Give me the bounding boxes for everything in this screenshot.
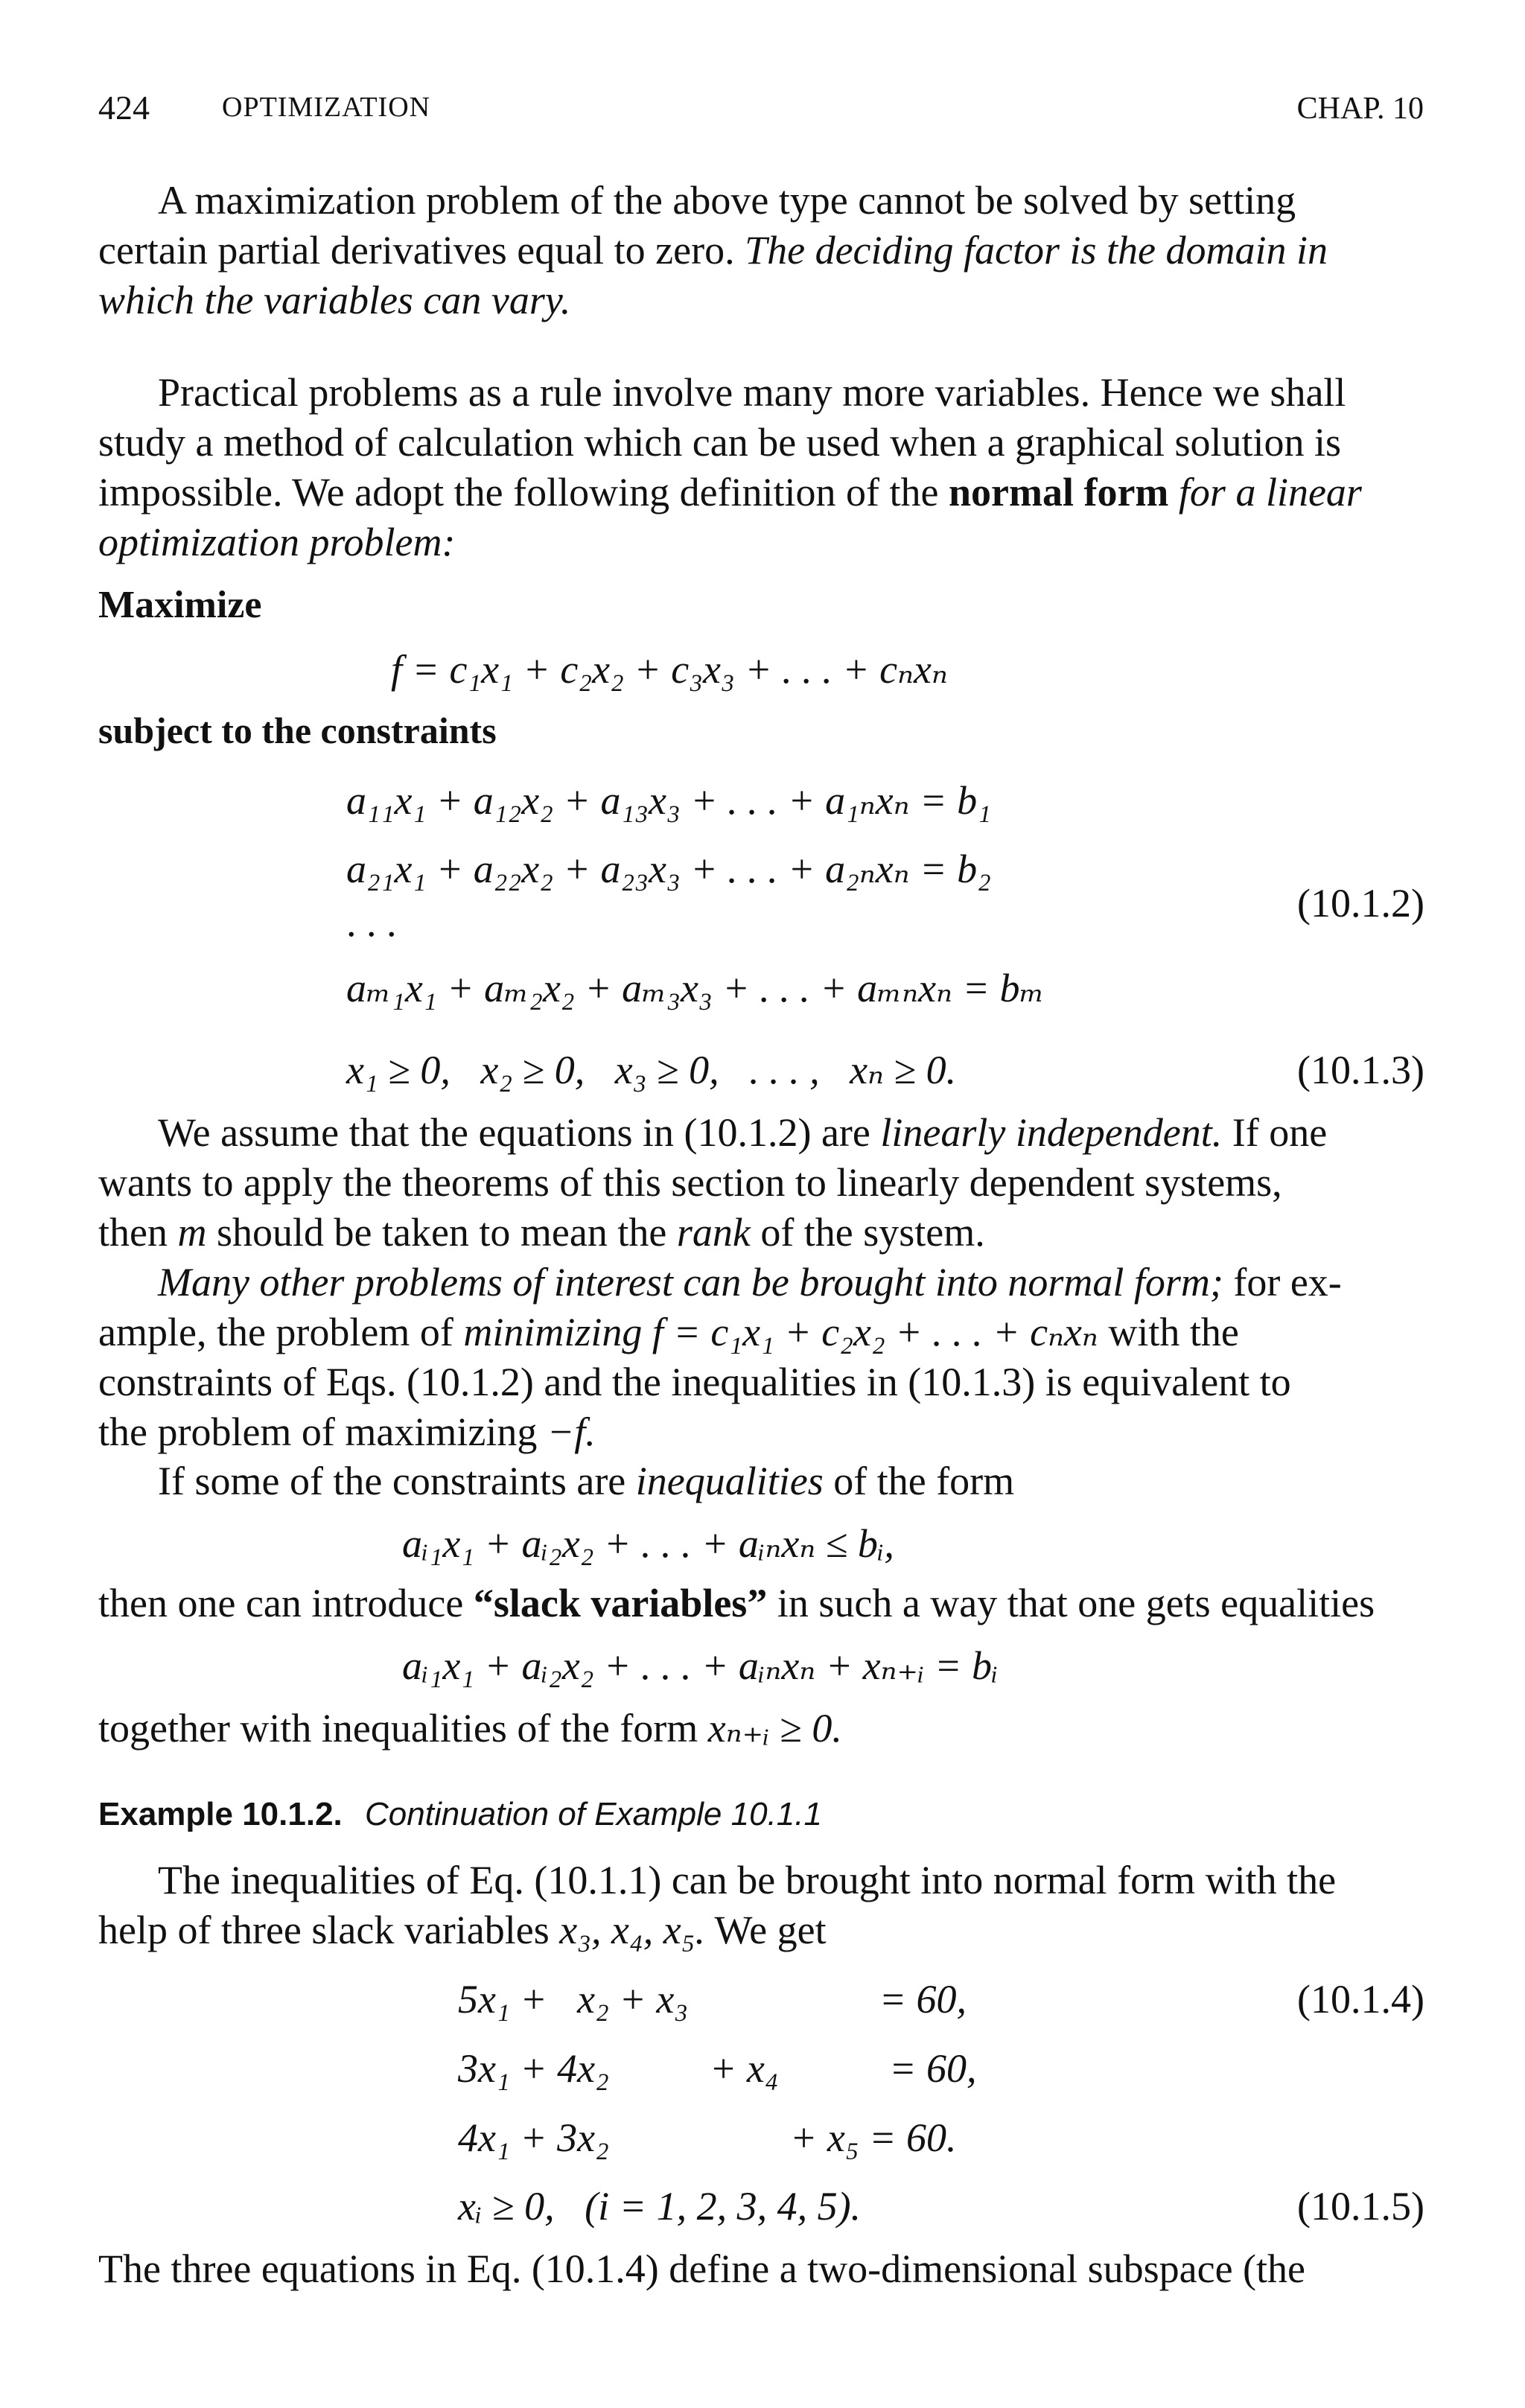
para1-line3 <box>98 277 570 323</box>
para5-line3-a: together with inequalities of the form <box>98 1706 698 1751</box>
para3-line3-a: then <box>98 1210 168 1255</box>
slack-equality: aᵢ₁x₁ + aᵢ₂x₂ + . . . + aᵢₙxₙ + xₙ₊ᵢ = bᵢ <box>402 1643 999 1688</box>
para4-line4 <box>98 1409 596 1455</box>
system-eq-2: 3x₁ + 4x₂ + x₄ = 60, <box>458 2046 977 2091</box>
para3-line3-e: of the system. <box>760 1210 985 1255</box>
chapter-label: CHAP. 10 <box>1296 92 1424 126</box>
constraint-dots: . . . <box>346 900 397 945</box>
slack-variables-term: “slack variables” <box>473 1581 768 1625</box>
subject-to-label: subject to the constraints <box>98 710 497 751</box>
para2-line1: Practical problems as a rule involve many more variables. Hence we shall <box>158 370 1346 415</box>
inequality-constraint: aᵢ₁x₁ + aᵢ₂x₂ + . . . + aᵢₙxₙ ≤ bᵢ, <box>402 1521 894 1566</box>
nonnegativity-constraints: x₁ ≥ 0, x₂ ≥ 0, x₃ ≥ 0, . . . , xₙ ≥ 0. <box>346 1048 957 1092</box>
para2-line3-text: impossible. We adopt the following definition of the <box>98 470 939 515</box>
running-title: OPTIMIZATION <box>222 92 431 123</box>
para4-line4-a: the problem of maximizing <box>98 1410 538 1454</box>
para4-line2-d: with the <box>1108 1310 1239 1354</box>
para2-line3 <box>98 469 1362 515</box>
para2-line4-italic: optimization problem: <box>98 520 456 564</box>
nonnegativity-condition: xᵢ ≥ 0, (i = 1, 2, 3, 4, 5). <box>458 2184 862 2229</box>
example-line2-a: help of three slack variables <box>98 1908 550 1952</box>
system-eq-1: 5x₁ + x₂ + x₃ = 60, <box>458 1977 967 2022</box>
para3-line1-tail: If one <box>1232 1110 1328 1155</box>
para5-line2 <box>98 1580 1375 1626</box>
inequalities-term: inequalities <box>635 1459 824 1503</box>
constraint-row-1: a₁₁x₁ + a₁₂x₂ + a₁₃x₃ + . . . + a₁ₙxₙ = b₁ <box>346 778 991 823</box>
para1-line3-italic: which the variables can vary. <box>98 278 571 322</box>
para4-line2 <box>98 1309 1239 1355</box>
para5-line1-c: of the form <box>833 1459 1015 1503</box>
para5-line1-a: If some of the constraints are <box>158 1459 626 1503</box>
para3-line3-m: m <box>177 1210 207 1255</box>
para1-line2-text: certain partial derivatives equal to zero. <box>98 228 735 273</box>
example-heading <box>98 1794 822 1835</box>
para1-line2 <box>98 227 1328 273</box>
para5-line3-b: xₙ₊ᵢ ≥ 0. <box>707 1706 842 1751</box>
equation-label-10-1-5: (10.1.5) <box>1297 2184 1424 2229</box>
example-line2-vars: x₃, x₄, x₅. <box>559 1908 705 1952</box>
para4-line1-italic: Many other problems of interest can be brought into normal form; <box>158 1260 1223 1305</box>
page-number: 424 <box>98 89 150 127</box>
example-title: Example 10.1.2. <box>98 1796 343 1832</box>
para3-line1-text: We assume that the equations in (10.1.2) are <box>158 1110 870 1155</box>
para3-line1 <box>158 1109 1327 1156</box>
example-line2 <box>98 1907 827 1953</box>
maximize-label: Maximize <box>98 584 262 626</box>
constraint-row-2: a₂₁x₁ + a₂₂x₂ + a₂₃x₃ + . . . + a₂ₙxₙ = b₂ <box>346 847 991 891</box>
para3-line3 <box>98 1209 985 1255</box>
para2-line3-italic: for a linear <box>1178 470 1362 515</box>
minimizing-term: minimizing <box>463 1310 643 1354</box>
para1-line1: A maximization problem of the above type cannot be solved by setting <box>158 178 1296 223</box>
para5-line3 <box>98 1705 842 1751</box>
system-eq-3: 4x₁ + 3x₂ + x₅ = 60. <box>458 2115 957 2160</box>
normal-form-term: normal form <box>949 470 1169 515</box>
para2-line2: study a method of calculation which can be used when a graphical solution is <box>98 420 1342 465</box>
constraint-row-m: aₘ₁x₁ + aₘ₂x₂ + aₘ₃x₃ + . . . + aₘₙxₙ = bₘ <box>346 966 1045 1010</box>
para4-objective: f = c₁x₁ + c₂x₂ + . . . + cₙxₙ <box>652 1310 1098 1354</box>
para5-line1 <box>158 1458 1014 1504</box>
linearly-independent-term: linearly independent. <box>880 1110 1223 1155</box>
para4-line1-tail: for ex- <box>1233 1260 1342 1305</box>
para4-line3: constraints of Eqs. (10.1.2) and the inequalities in (10.1.3) is equivalent to <box>98 1360 1291 1404</box>
example-line2-c: We get <box>714 1908 827 1952</box>
para4-line1 <box>158 1259 1342 1305</box>
para1-line2-italic: The deciding factor is the domain in <box>745 228 1328 273</box>
para3-line2: wants to apply the theorems of this section to linearly dependent systems, <box>98 1160 1282 1205</box>
objective-function: f = c₁x₁ + c₂x₂ + c₃x₃ + . . . + cₙxₙ <box>391 647 948 692</box>
para4-line2-a: ample, the problem of <box>98 1310 453 1354</box>
example-subtitle: Continuation of Example 10.1.1 <box>365 1796 822 1832</box>
equation-label-10-1-4: (10.1.4) <box>1297 1977 1424 2022</box>
para2-line4 <box>98 519 456 565</box>
equation-label-10-1-2: (10.1.2) <box>1297 881 1424 926</box>
example-line1: The inequalities of Eq. (10.1.1) can be brought into normal form with the <box>158 1858 1337 1902</box>
para5-line2-a: then one can introduce <box>98 1581 464 1625</box>
para5-line2-c: in such a way that one gets equalities <box>777 1581 1375 1625</box>
example-last-line: The three equations in Eq. (10.1.4) define a two-dimensional subspace (the <box>98 2246 1306 2291</box>
para4-line4-f: −f. <box>547 1410 596 1454</box>
rank-term: rank <box>676 1210 751 1255</box>
equation-label-10-1-3: (10.1.3) <box>1297 1048 1424 1092</box>
para3-line3-c: should be taken to mean the <box>216 1210 667 1255</box>
